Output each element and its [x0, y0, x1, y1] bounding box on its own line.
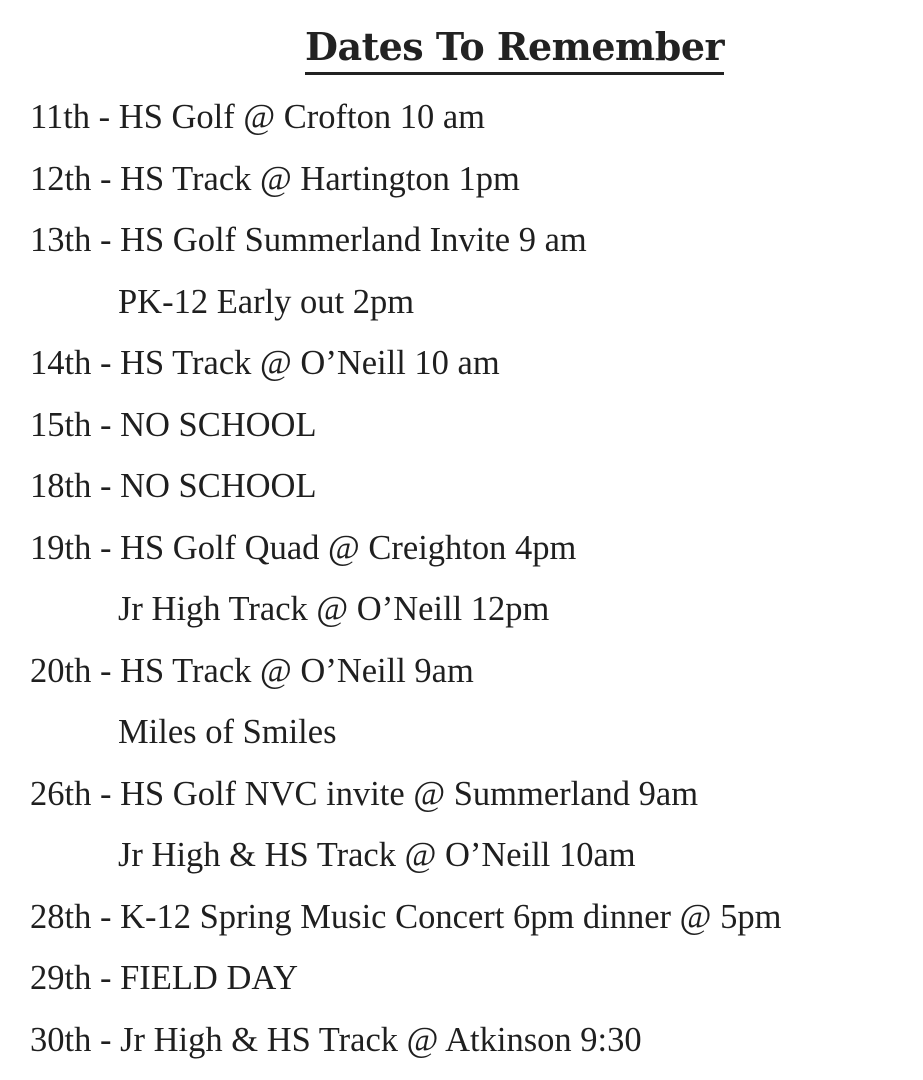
list-item: 28th - K-12 Spring Music Concert 6pm dinner @ 5pm: [30, 897, 782, 936]
list-item: 29th - FIELD DAY: [30, 959, 299, 997]
list-item: PK-12 Early out 2pm: [118, 282, 415, 321]
list-item: 15th - NO SCHOOL: [30, 405, 317, 444]
list-item: Miles of Smiles: [118, 713, 337, 751]
list-item: 19th - HS Golf Quad @ Creighton 4pm: [30, 528, 577, 567]
list-item: 13th - HS Golf Summerland Invite 9 am: [30, 221, 587, 259]
list-item: 20th - HS Track @ O’Neill 9am: [30, 651, 474, 690]
list-item: Jr High Track @ O’Neill 12pm: [118, 590, 550, 628]
list-item: 14th - HS Track @ O’Neill 10 am: [30, 344, 500, 382]
list-item: Jr High & HS Track @ O’Neill 10am: [118, 836, 636, 874]
list-item: 12th - HS Track @ Hartington 1pm: [30, 159, 520, 198]
page-title: Dates To Remember: [305, 22, 724, 75]
list-item: 18th - NO SCHOOL: [30, 467, 317, 505]
dates-list: [30, 92, 910, 1076]
list-item: 30th - Jr High & HS Track @ Atkinson 9:30: [30, 1020, 642, 1059]
list-item: 26th - HS Golf NVC invite @ Summerland 9am: [30, 774, 699, 813]
list-item: 11th - HS Golf @ Crofton 10 am: [30, 98, 486, 136]
